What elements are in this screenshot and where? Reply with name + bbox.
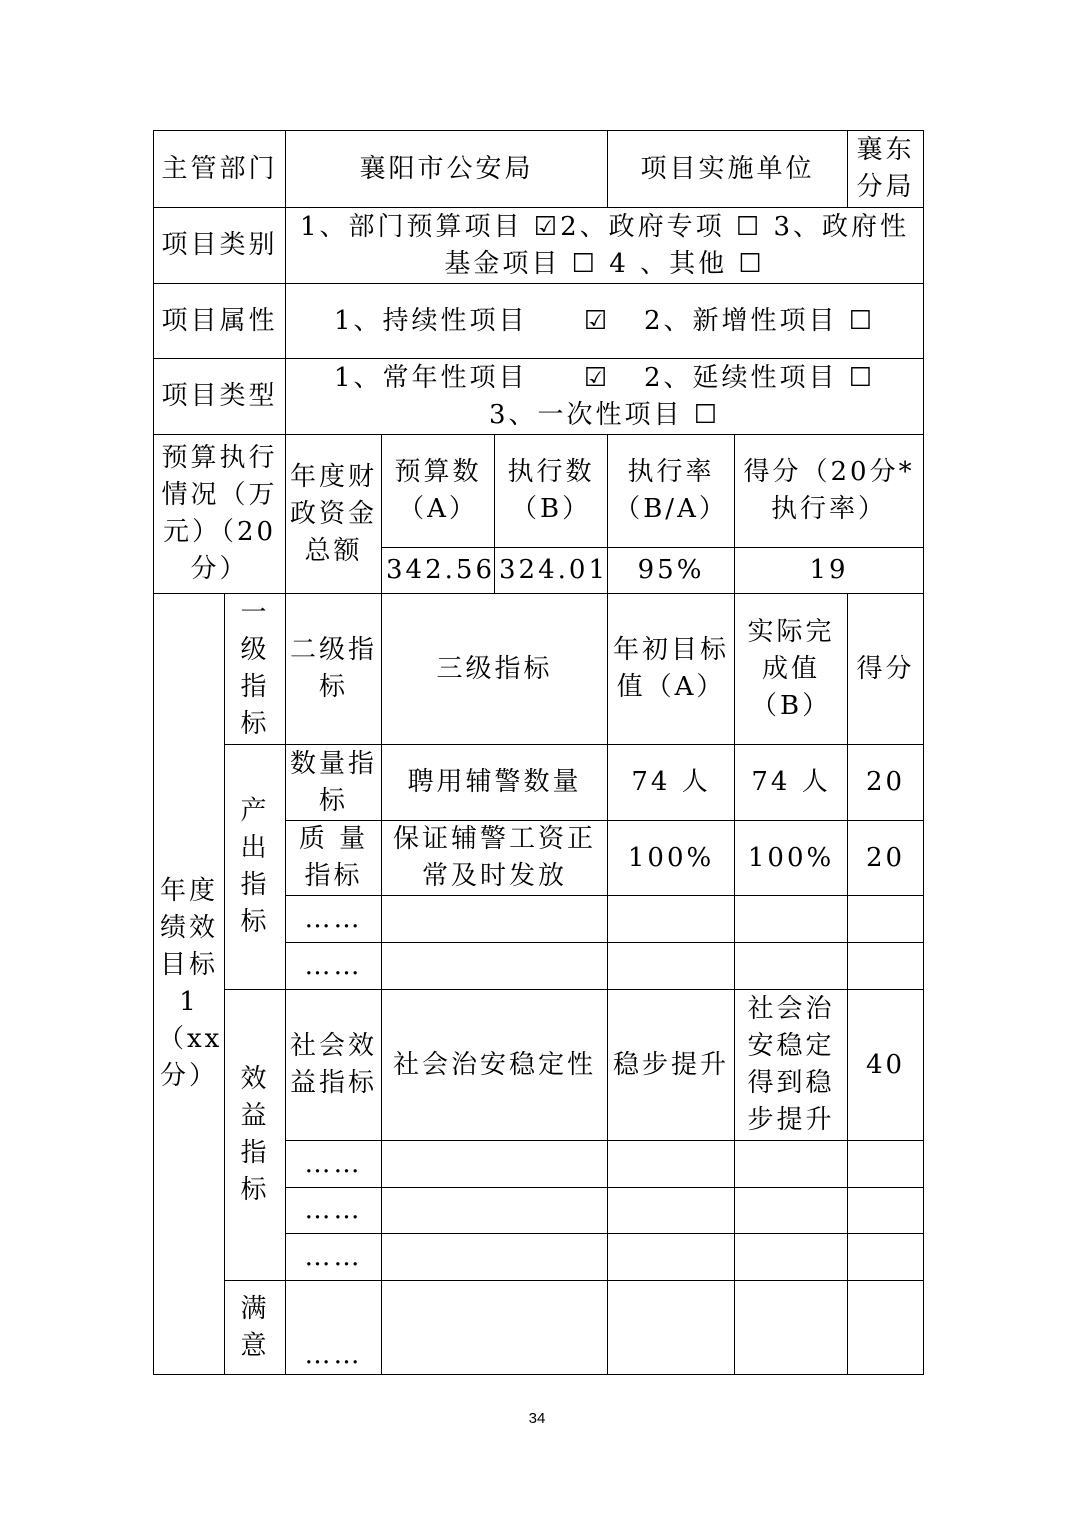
empty-cell <box>382 1234 608 1281</box>
target-cell: 74 人 <box>608 745 735 821</box>
empty-cell <box>382 1281 608 1375</box>
target-cell: 稳步提升 <box>608 990 735 1141</box>
ellipsis-cell: …… <box>286 943 382 990</box>
output-indicator-label: 产出指标 <box>225 745 286 990</box>
annual-funds-label: 年度财政资金总额 <box>286 435 382 594</box>
category-label: 项目类别 <box>154 208 286 284</box>
row-category <box>154 208 924 284</box>
score-cell: 20 <box>848 745 924 821</box>
ellipsis-cell: …… <box>286 1188 382 1234</box>
empty-cell <box>382 943 608 990</box>
level3-cell: 保证辅警工资正常及时发放 <box>382 821 608 896</box>
target-cell: 100% <box>608 821 735 896</box>
dept-value: 襄阳市公安局 <box>286 131 608 208</box>
empty-cell <box>735 943 848 990</box>
row-goals-header <box>154 594 924 745</box>
empty-cell <box>735 1281 848 1375</box>
row-attribute <box>154 284 924 359</box>
actual-cell: 社会治安稳定得到稳步提升 <box>735 990 848 1141</box>
table-row <box>154 990 924 1141</box>
annual-goal-label: 年度绩效目标1（xx分） <box>154 594 225 1375</box>
ellipsis-cell: …… <box>286 1281 382 1375</box>
type-label: 项目类型 <box>154 359 286 435</box>
table-row <box>154 1281 924 1375</box>
score-value: 19 <box>735 548 924 594</box>
empty-cell <box>382 1188 608 1234</box>
dept-label: 主管部门 <box>154 131 286 208</box>
budget-label: 预算执行情况（万元）（20分） <box>154 435 286 594</box>
actual-cell: 74 人 <box>735 745 848 821</box>
empty-cell <box>382 896 608 943</box>
budget-header: 预算数（A） <box>382 435 495 548</box>
empty-cell <box>848 1141 924 1188</box>
level2-cell: 质 量指标 <box>286 821 382 896</box>
level2-cell: 数量指标 <box>286 745 382 821</box>
empty-cell <box>608 1141 735 1188</box>
level3-cell: 聘用辅警数量 <box>382 745 608 821</box>
rate-header: 执行率（B/A） <box>608 435 735 548</box>
type-line-1: 1、常年性项目 ☑ 2、延续性项目 ☐ <box>333 362 876 393</box>
budget-value: 342.56 <box>382 548 495 594</box>
rate-value: 95% <box>608 548 735 594</box>
ellipsis-cell: …… <box>286 896 382 943</box>
category-line-1: 1、部门预算项目 ☑2、政府专项 ☐ 3、政府性 <box>300 211 910 242</box>
performance-form-table <box>153 130 924 1375</box>
empty-cell <box>848 1188 924 1234</box>
empty-cell <box>608 1281 735 1375</box>
empty-cell <box>608 943 735 990</box>
empty-cell <box>608 896 735 943</box>
empty-cell <box>848 943 924 990</box>
page-number: 34 <box>528 1410 546 1427</box>
type-options <box>286 359 924 435</box>
row-type <box>154 359 924 435</box>
empty-cell <box>735 1188 848 1234</box>
empty-cell <box>848 1281 924 1375</box>
empty-cell <box>608 1234 735 1281</box>
level2-header: 二级指标 <box>286 594 382 745</box>
level3-header: 三级指标 <box>382 594 608 745</box>
target-header: 年初目标值（A） <box>608 594 735 745</box>
satisfaction-indicator-label: 满意 <box>225 1281 286 1375</box>
level1-header: 一级指标 <box>225 594 286 745</box>
attribute-options: 1、持续性项目 ☑ 2、新增性项目 ☐ <box>286 284 924 359</box>
actual-header: 实际完成值（B） <box>735 594 848 745</box>
ellipsis-cell: …… <box>286 1234 382 1281</box>
level3-cell: 社会治安稳定性 <box>382 990 608 1141</box>
ellipsis-cell: …… <box>286 1141 382 1188</box>
row-department <box>154 131 924 208</box>
empty-cell <box>735 1141 848 1188</box>
empty-cell <box>735 1234 848 1281</box>
category-line-2: 基金项目 ☐ 4 、其他 ☐ <box>444 248 765 279</box>
row-budget-header <box>154 435 924 548</box>
empty-cell <box>382 1141 608 1188</box>
exec-value: 324.01 <box>495 548 608 594</box>
category-options <box>286 208 924 284</box>
empty-cell <box>608 1188 735 1234</box>
empty-cell <box>848 896 924 943</box>
exec-header: 执行数（B） <box>495 435 608 548</box>
table-row <box>154 745 924 821</box>
empty-cell <box>848 1234 924 1281</box>
impl-unit-label: 项目实施单位 <box>608 131 848 208</box>
level2-cell: 社会效益指标 <box>286 990 382 1141</box>
score-header: 得分（20分*执行率） <box>735 435 924 548</box>
attribute-label: 项目属性 <box>154 284 286 359</box>
impl-unit-value: 襄东分局 <box>848 131 924 208</box>
empty-cell <box>735 896 848 943</box>
score-cell: 20 <box>848 821 924 896</box>
score-col-header: 得分 <box>848 594 924 745</box>
type-line-2: 3、一次性项目 ☐ <box>488 399 721 430</box>
benefit-indicator-label: 效益指标 <box>225 990 286 1281</box>
actual-cell: 100% <box>735 821 848 896</box>
score-cell: 40 <box>848 990 924 1141</box>
